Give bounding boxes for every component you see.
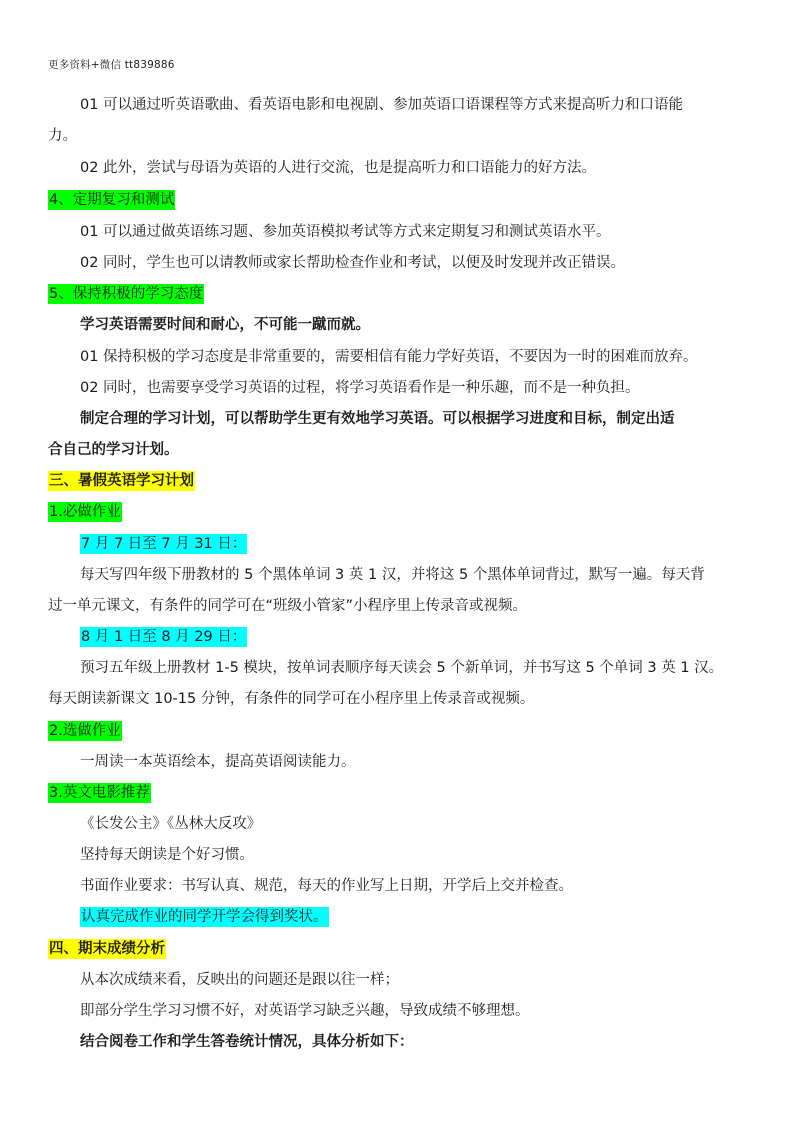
section-heading: 1.必做作业 — [49, 504, 121, 520]
chapter-heading: 四、期末成绩分析 — [49, 941, 165, 957]
paragraph-line: 《长发公主》《丛林大反攻》 — [80, 816, 262, 832]
highlighted-note: 认真完成作业的同学开学会得到奖状。 — [81, 909, 328, 925]
paragraph-line: 一周读一本英语绘本，提高英语阅读能力。 — [80, 754, 356, 770]
paragraph-line: 01 保持积极的学习态度是非常重要的，需要相信有能力学好英语，不要因为一时的困难而放弃。 — [80, 349, 698, 365]
section-heading: 5、保持积极的学习态度 — [49, 286, 204, 302]
date-range-label: 8 月 1 日至 8 月 29 日： — [81, 629, 247, 645]
paragraph-line: 过一单元课文，有条件的同学可在“班级小管家”小程序里上传录音或视频。 — [48, 598, 528, 614]
section-heading: 2.选做作业 — [49, 723, 121, 739]
section-heading: 4、定期复习和测试 — [49, 192, 175, 208]
bold-paragraph-line: 结合阅卷工作和学生答卷统计情况，具体分析如下： — [80, 1034, 414, 1050]
header-note: 更多资料+微信 tt839886 — [48, 59, 175, 71]
bold-paragraph-line: 学习英语需要时间和耐心，不可能一蹴而就。 — [80, 317, 370, 333]
paragraph-line: 书面作业要求：书写认真、规范，每天的作业写上日期，开学后上交并检查。 — [80, 878, 573, 894]
paragraph-line: 02 此外，尝试与母语为英语的人进行交流，也是提高听力和口语能力的好方法。 — [80, 160, 597, 176]
paragraph-line: 01 可以通过做英语练习题、参加英语模拟考试等方式来定期复习和测试英语水平。 — [80, 224, 611, 240]
section-heading: 3.英文电影推荐 — [49, 785, 150, 801]
paragraph-line: 预习五年级上册教材 1-5 模块，按单词表顺序每天读会 5 个新单词，并书写这 5 个单词 3 英 1 汉。 — [80, 660, 724, 676]
paragraph-line: 每天朗读新课文 10-15 分钟，有条件的同学可在小程序里上传录音或视频。 — [48, 691, 535, 707]
chapter-heading: 三、暑假英语学习计划 — [49, 473, 194, 489]
bold-paragraph-line: 合自己的学习计划。 — [48, 442, 179, 458]
paragraph-line: 即部分学生学习习惯不好，对英语学习缺乏兴趣，导致成绩不够理想。 — [80, 1003, 530, 1019]
paragraph-line: 坚持每天朗读是个好习惯。 — [80, 847, 254, 863]
bold-paragraph-line: 制定合理的学习计划，可以帮助学生更有效地学习英语。可以根据学习进度和目标，制定出适 — [80, 411, 675, 427]
paragraph-line: 从本次成绩来看，反映出的问题还是跟以往一样； — [80, 972, 399, 988]
paragraph-line: 02 同时，学生也可以请教师或家长帮助检查作业和考试，以便及时发现并改正错误。 — [80, 255, 626, 271]
paragraph-line: 01 可以通过听英语歌曲、看英语电影和电视剧、参加英语口语课程等方式来提高听力和口语能 — [80, 97, 684, 113]
date-range-label: 7 月 7 日至 7 月 31 日： — [81, 536, 247, 552]
paragraph-line: 力。 — [48, 128, 77, 144]
paragraph-line: 02 同时，也需要享受学习英语的过程，将学习英语看作是一种乐趣，而不是一种负担。 — [80, 380, 640, 396]
paragraph-line: 每天写四年级下册教材的 5 个黑体单词 3 英 1 汉，并将这 5 个黑体单词背过，默写一遍。每天背 — [80, 567, 705, 583]
